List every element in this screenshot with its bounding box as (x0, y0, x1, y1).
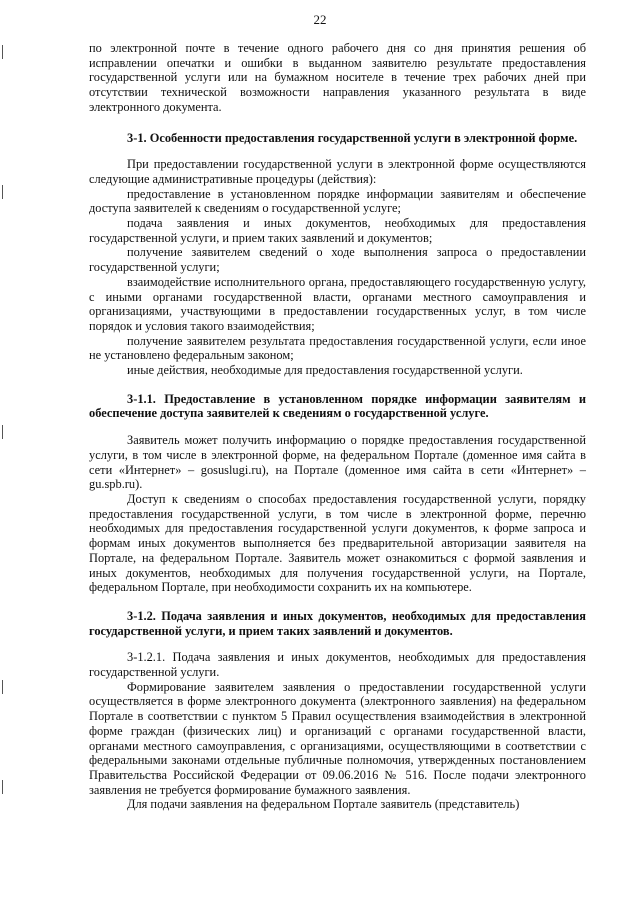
section-heading-3-1: 3-1. Особенности предоставления государственной услуги в электронной форме. (127, 130, 578, 145)
list-item: предоставление в установленном порядке информации заявителям и обеспечение доступа заявителей к сведениям о государственной услуге; (89, 186, 586, 216)
paragraph-intro: по электронной почте в течение одного рабочего дня со дня принятия решения об исправлении опечатки и ошибки в выданном заявителю результате предоставления государственной услуги или на бумажном носителе в течение трех рабочих дней при отсутствии технической возможности направления указанного результата в виде электронного документа. (89, 41, 586, 114)
list-item: подача заявления и иных документов, необходимых для предоставления государственной услуги, и прием таких заявлений и документов; (89, 216, 586, 245)
scan-margin-mark (2, 425, 3, 439)
paragraph: При предоставлении государственной услуги в электронной форме осуществляются следующие административные процедуры (действия): (89, 157, 586, 186)
page-number: 22 (313, 12, 327, 27)
paragraph: Формирование заявителем заявления о предоставлении государственной услуги осуществляется в форме электронного документа (электронного заявления) на федеральном Портале в соответствии с пунктом 5 Правил осуществления взаимодействия в электронной форме граждан (физических лиц) и организаций с органами государственной власти, органами местного самоуправления, с организациями, осуществляющими в соответствии с федеральными законами отдельные публичные полномочия, утвержденных постановлением Правительства Российской Федерации от 09.06.2016 № 516. После подачи электронного заявления не требуется формирование бумажного заявления. (89, 679, 586, 797)
scan-margin-mark (2, 780, 3, 794)
page-body (89, 41, 586, 812)
scan-margin-mark (2, 680, 3, 694)
paragraph: Для подачи заявления на федеральном Портале заявитель (представитель) (127, 797, 520, 812)
paragraph: Доступ к сведениям о способах предоставления государственной услуги, порядку предоставления государственной услуги, в том числе в электронной форме, перечню необходимых для предоставления государственной услуги документов, к форме запроса и формам иных документов выполняется без предварительной авторизации заявителя на Портале, на федеральном Портале. Заявитель может ознакомиться с формой заявления и иных документов, необходимых для получения государственной услуги, на Портале, федеральном Портале, при необходимости сохранить их на компьютере. (89, 491, 586, 595)
scan-margin-mark (2, 45, 3, 59)
section-heading-3-1-1: 3-1.1. Предоставление в установленном порядке информации заявителям и обеспечение доступа заявителей к сведениям о государственной услуге. (89, 391, 586, 421)
list-item: иные действия, необходимые для предоставления государственной услуги. (127, 363, 523, 378)
section-heading-3-1-2: 3-1.2. Подача заявления и иных документов, необходимых для предоставления государственной услуги, и прием таких заявлений и документов. (89, 608, 586, 638)
paragraph: 3-1.2.1. Подача заявления и иных документов, необходимых для предоставления государственной услуги. (89, 650, 586, 680)
list-item: взаимодействие исполнительного органа, предоставляющего государственную услугу, с иными органами государственной власти, органами местного самоуправления и организациями, участвующими в предоставлении государственных услуг, в том числе порядок и условия такого взаимодействия; (89, 274, 586, 333)
scan-margin-mark (2, 185, 3, 199)
list-item: получение заявителем результата предоставления государственной услуги, если иное не установлено федеральным законом; (89, 333, 586, 363)
paragraph: Заявитель может получить информацию о порядке предоставления государственной услуги, в том числе в электронной форме, на федеральном Портале (доменное имя сайта в сети «Интернет» – gosuslugi.ru), на Портале (доменное имя сайта в сети «Интернет» – gu.spb.ru). (89, 433, 586, 492)
list-item: получение заявителем сведений о ходе выполнения запроса о предоставлении государственной услуги; (89, 245, 586, 275)
